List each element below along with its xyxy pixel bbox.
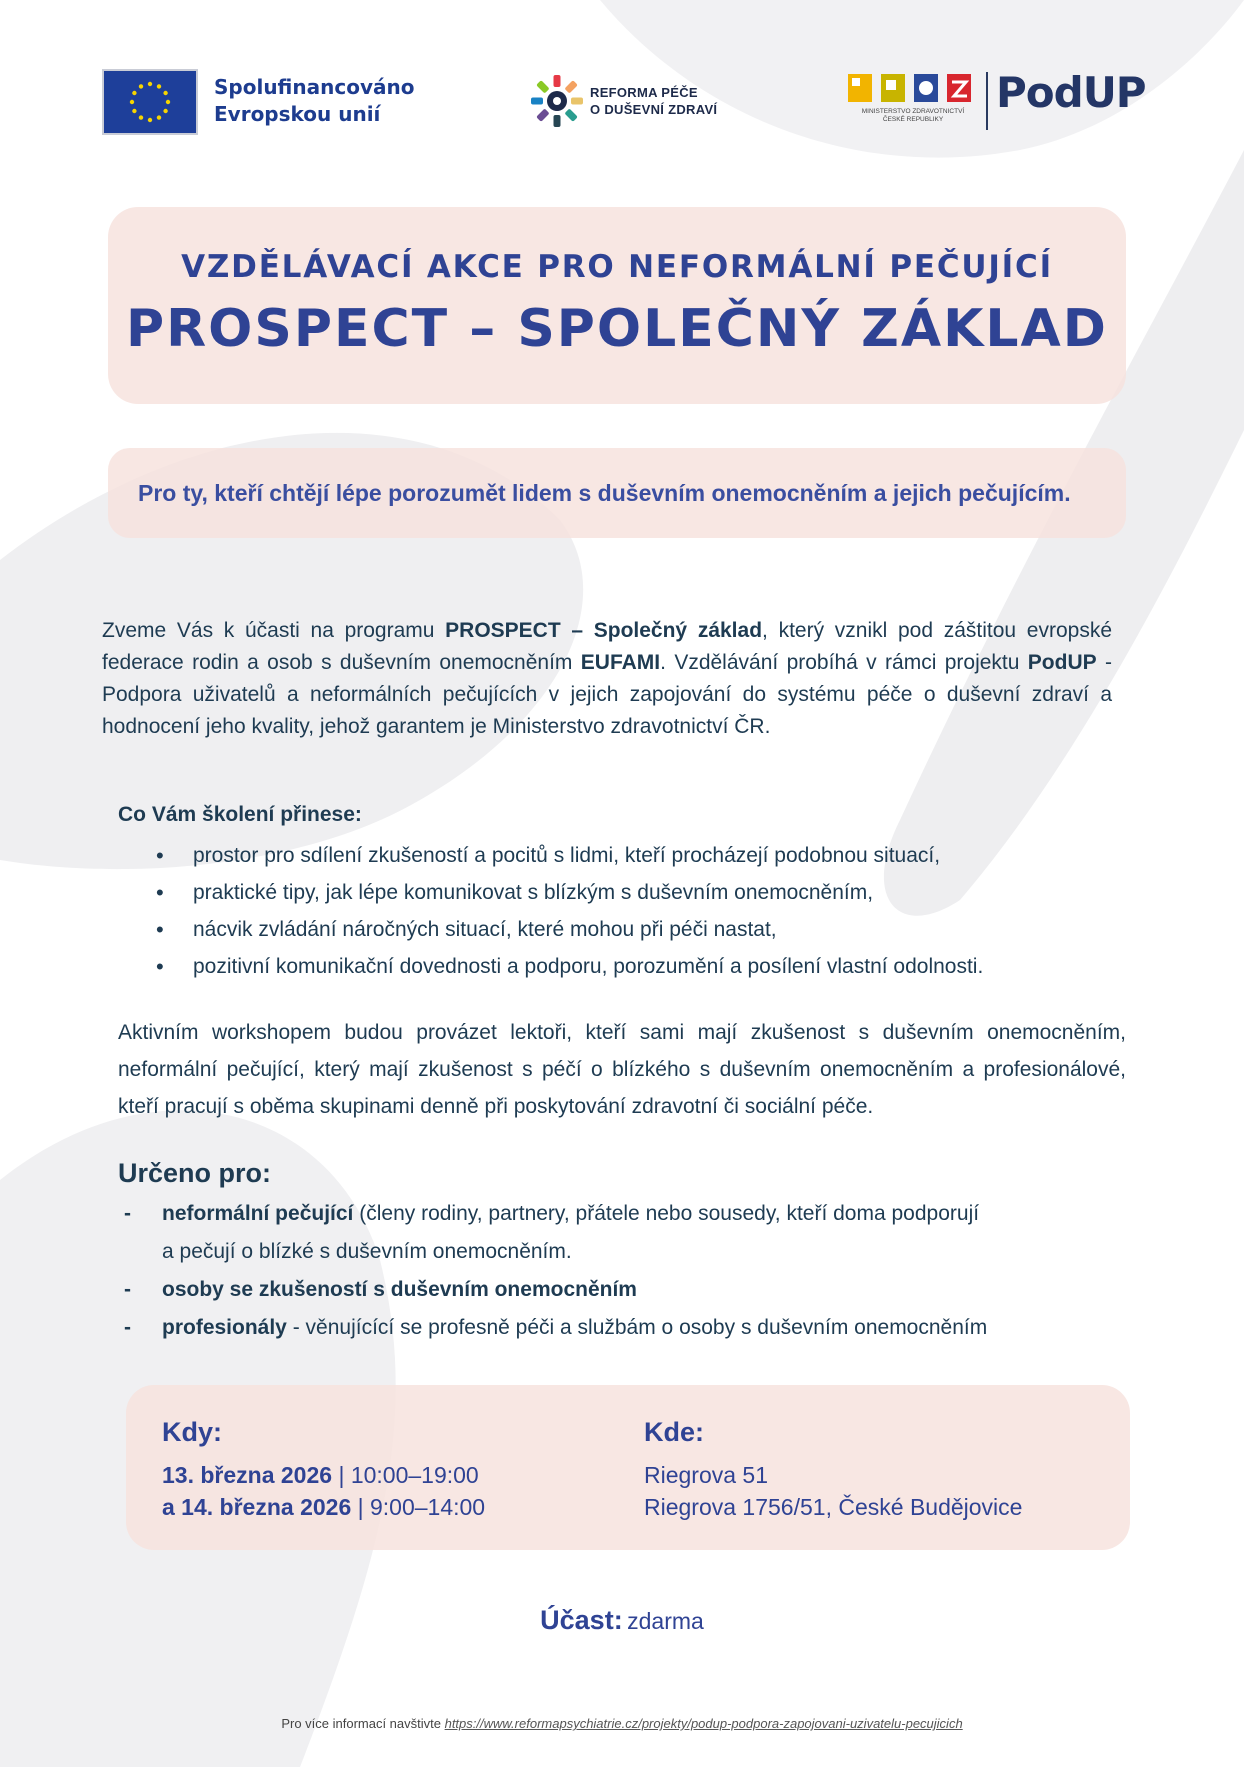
where-line1: Riegrova 51	[644, 1462, 769, 1488]
intro-text-3: . Vzdělávání probíhá v rámci projektu	[660, 651, 1028, 674]
target-item-bold: osoby se zkušeností s duševním onemocněním	[162, 1278, 637, 1301]
intro-paragraph	[102, 615, 1112, 743]
list-item: • praktické tipy, jak lépe komunikovat s blízkým s duševním onemocněním,	[118, 874, 1118, 911]
intro-bold-podup: PodUP	[1027, 651, 1097, 674]
event-type-heading: VZDĚLÁVACÍ AKCE PRO NEFORMÁLNÍ PEČUJÍCÍ	[181, 249, 1053, 285]
intro-bold-eufami: EUFAMI	[580, 651, 661, 674]
when-day1-time: | 10:00–19:00	[332, 1462, 479, 1488]
benefits-heading: Co Vám školení přinese:	[118, 803, 362, 826]
target-item-bold: profesionály	[162, 1316, 287, 1339]
where-label: Kde:	[644, 1417, 704, 1447]
intro-text-1: Zveme Vás k účasti na programu	[102, 619, 446, 642]
eu-stars-icon	[104, 71, 196, 133]
list-item	[118, 1271, 1118, 1309]
when-day2-date: a 14. března 2026	[162, 1494, 352, 1520]
reforma-logo-text	[590, 84, 717, 118]
ministry-line1: MINISTERSTVO ZDRAVOTNICTVÍ	[861, 108, 965, 115]
list-item: • pozitivní komunikační dovednosti a podporu, porozumění a posílení vlastní odolnosti.	[118, 948, 1118, 985]
footer-text: Pro více informací navštivte	[281, 1716, 445, 1731]
where-line2: Riegrova 1756/51, České Budějovice	[644, 1494, 1023, 1520]
eu-text-line2: Evropskou unií	[214, 102, 381, 126]
when-day1-date: 13. března 2026	[162, 1462, 333, 1488]
target-heading: Určeno pro:	[118, 1158, 272, 1188]
event-title: PROSPECT – SPOLEČNÝ ZÁKLAD	[126, 299, 1108, 359]
eu-flag-logo	[102, 69, 198, 135]
intro-bold-program: PROSPECT – Společný základ	[445, 619, 763, 642]
intro-text-2: , který vznikl pod záštitou evropské federace rodin a osob s duševním onemocněním	[102, 619, 1112, 674]
target-item-text: (členy rodiny, partnery, přátele nebo sousedy, kteří doma podporují	[353, 1202, 980, 1225]
footer	[0, 1716, 1244, 1731]
ministry-logo-text	[848, 108, 978, 124]
subtitle-text: Pro ty, kteří chtějí lépe porozumět lidem s duševním onemocněním a jejich pečujícím.	[138, 480, 1071, 506]
when-day1	[162, 1462, 479, 1489]
target-item-bold: neformální pečující	[162, 1202, 354, 1225]
reforma-gear-icon	[528, 72, 586, 130]
target-list	[118, 1195, 1118, 1347]
participation-value: zdarma	[627, 1608, 704, 1634]
ministry-line2: ČESKÉ REPUBLIKY	[882, 116, 944, 123]
when-where-box	[126, 1385, 1130, 1550]
eu-cofinanced-text	[214, 74, 414, 128]
footer-link[interactable]: https://www.reformapsychiatrie.cz/projekty/podup-podpora-zapojovani-uzivatelu-pecujicich	[444, 1716, 963, 1731]
reforma-line2: O DUŠEVNÍ ZDRAVÍ	[590, 102, 718, 117]
benefits-list	[118, 837, 1118, 985]
list-item	[118, 1195, 1118, 1271]
list-item	[118, 1309, 1118, 1347]
podup-logo: PodUP	[996, 68, 1146, 117]
participation-line	[0, 1605, 1244, 1636]
target-item-continuation: a pečují o blízké s duševním onemocněním.	[162, 1240, 572, 1263]
ministry-logo-icon	[848, 72, 978, 106]
list-item: • prostor pro sdílení zkušeností a pocitů s lidmi, kteří procházejí podobnou situací,	[118, 837, 1118, 874]
eu-text-line1: Spolufinancováno	[214, 75, 415, 99]
subtitle-box	[108, 448, 1126, 538]
reforma-line1: REFORMA PÉČE	[590, 85, 698, 100]
when-day2-time: | 9:00–14:00	[351, 1494, 486, 1520]
title-box	[108, 207, 1126, 404]
when-label: Kdy:	[162, 1417, 222, 1447]
workshop-paragraph: Aktivním workshopem budou provázet lektoři, kteří sami mají zkušenost s duševním onemocněním, neformální pečující, který mají zkušenost s péčí o blízkého s duševním onemocněním a profesionálové, kteří pracují s oběma skupinami denně při poskytování zdravotní či sociální péče.	[118, 1021, 1126, 1118]
intro-text-4: - Podpora uživatelů a neformálních pečujících v jejich zapojování do systému péče o duševní zdraví a hodnocení jeho kvality, jehož garantem je Ministerstvo zdravotnictví ČR.	[102, 651, 1112, 738]
participation-label: Účast:	[540, 1605, 623, 1635]
target-item-text: - věnujícící se profesně péči a službám o osoby s duševním onemocněním	[286, 1316, 988, 1339]
logo-divider	[986, 72, 988, 130]
list-item: • nácvik zvládání náročných situací, které mohou při péči nastat,	[118, 911, 1118, 948]
when-day2	[162, 1494, 485, 1521]
